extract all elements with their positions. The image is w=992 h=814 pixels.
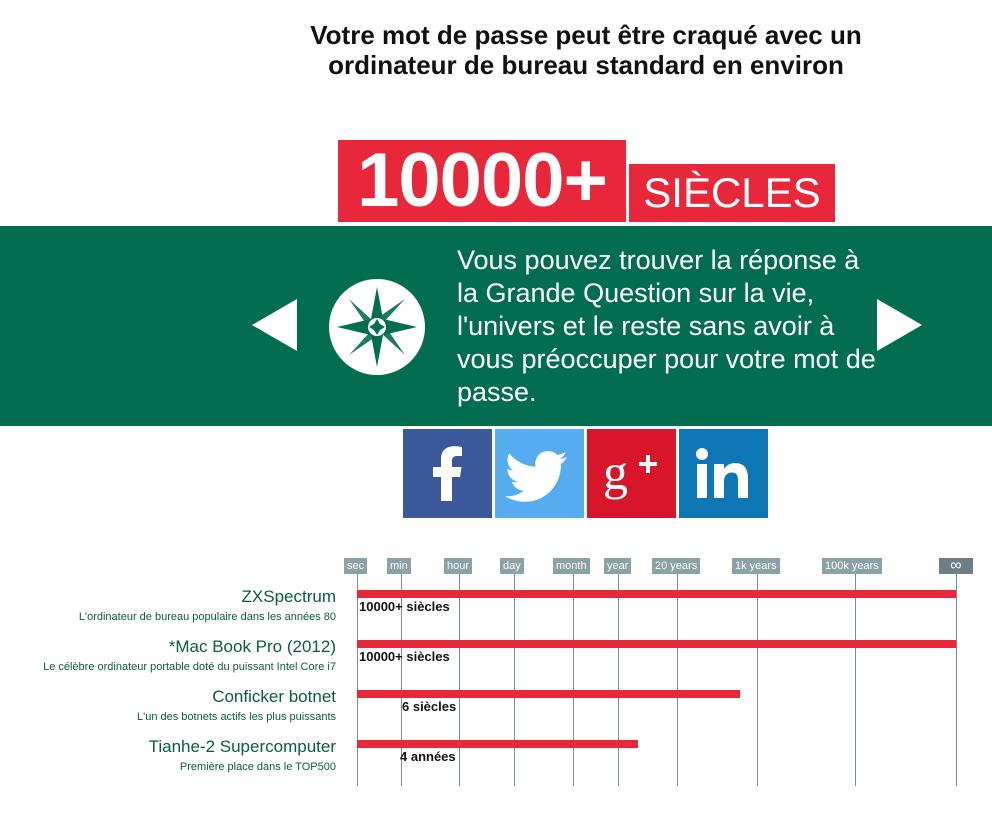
twitter-share-button[interactable] xyxy=(495,429,584,518)
crack-time-value: 10000+ xyxy=(338,140,626,222)
time-bar-label: 10000+ siècles xyxy=(359,599,450,614)
row-title: Tianhe-2 Supercomputer xyxy=(148,737,336,756)
google-plus-icon xyxy=(587,429,676,518)
headline: Votre mot de passe peut être craqué avec un ordinateur de bureau standard en environ xyxy=(310,20,862,80)
tick-label-1k-years: 1k years xyxy=(732,558,780,574)
crack-time-unit: SIÈCLES xyxy=(629,164,835,222)
row-subtitle: L'un des botnets actifs les plus puissants xyxy=(137,711,336,723)
gridline xyxy=(757,574,758,786)
svg-text:g: g xyxy=(603,444,628,500)
gridline xyxy=(956,574,957,786)
time-bar-label: 10000+ siècles xyxy=(359,649,450,664)
tick-label-hour: hour xyxy=(444,558,472,574)
gridline xyxy=(459,574,460,786)
gridline xyxy=(514,574,515,786)
linkedin-icon xyxy=(679,429,768,518)
tick-label-100k-years: 100k years xyxy=(822,558,882,574)
compass-star-icon xyxy=(329,279,425,375)
time-bar xyxy=(357,740,638,748)
gridline xyxy=(357,574,358,786)
row-title: *Mac Book Pro (2012) xyxy=(168,637,336,656)
row-subtitle: Le célèbre ordinateur portable doté du puissant Intel Core i7 xyxy=(43,661,336,673)
next-fact-arrow[interactable] xyxy=(877,299,922,351)
tick-label-sec: sec xyxy=(344,558,367,574)
linkedin-share-button[interactable] xyxy=(679,429,768,518)
time-bar-label: 6 siècles xyxy=(402,699,457,714)
time-bar-label: 4 années xyxy=(400,749,456,764)
gridline xyxy=(573,574,574,786)
row-subtitle: Première place dans le TOP500 xyxy=(179,761,336,773)
twitter-icon xyxy=(495,429,584,518)
gridline xyxy=(855,574,856,786)
previous-fact-arrow[interactable] xyxy=(252,299,297,351)
tick-label-year: year xyxy=(604,558,631,574)
row-subtitle: L'ordinateur de bureau populaire dans les années 80 xyxy=(78,611,336,623)
fact-text: Vous pouvez trouver la réponse à la Grande Question sur la vie, l'univers et le reste sans avoir à vous préoccuper pour votre mot de passe. xyxy=(457,245,876,407)
time-bar xyxy=(357,690,740,698)
tick-label-day: day xyxy=(500,558,524,574)
tick-label-min: min xyxy=(387,558,411,574)
facebook-share-button[interactable] xyxy=(403,429,492,518)
row-title: ZXSpectrum xyxy=(241,587,336,606)
tick-label-20-years: 20 years xyxy=(652,558,700,574)
time-bar xyxy=(357,640,956,648)
google-plus-share-button[interactable] xyxy=(587,429,676,518)
facebook-icon xyxy=(403,429,492,518)
tick-label-month: month xyxy=(553,558,590,574)
gridline xyxy=(618,574,619,786)
row-title: Conficker botnet xyxy=(212,687,336,706)
time-bar xyxy=(357,590,956,598)
gridline xyxy=(677,574,678,786)
infinity-icon: ∞ xyxy=(939,558,973,574)
